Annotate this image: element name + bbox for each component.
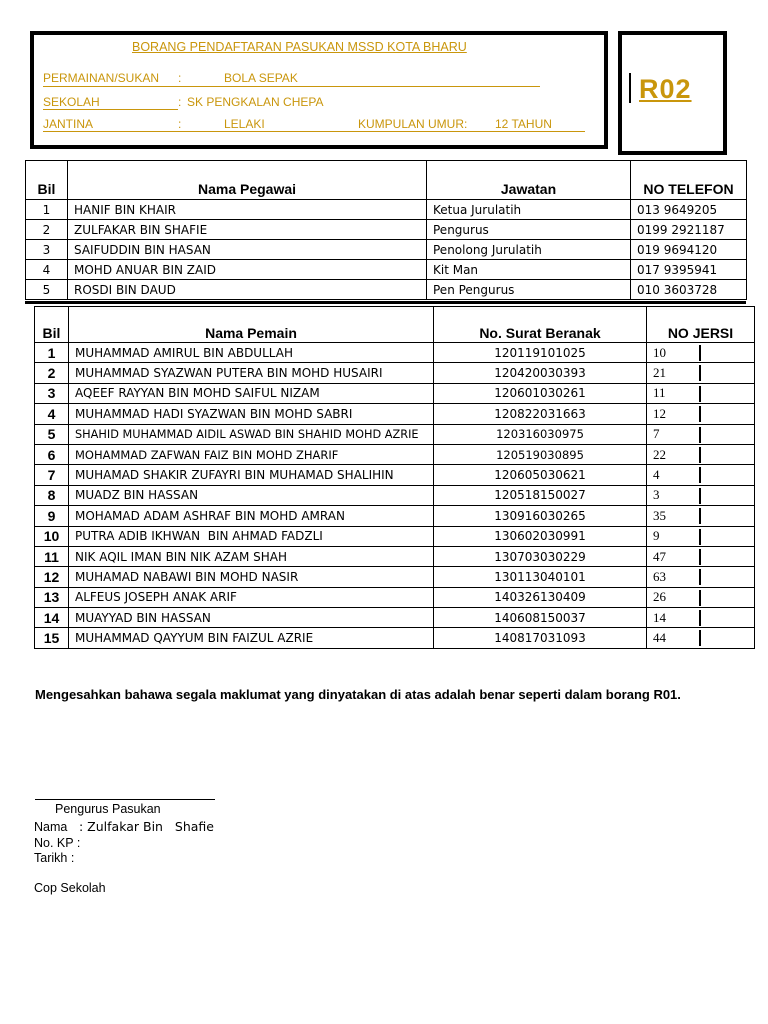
player-bil: 3 [35, 383, 69, 403]
player-jersey-cell [647, 506, 755, 526]
jersey-divider [699, 529, 701, 545]
player-cert: 120316030975 [434, 424, 647, 444]
player-jersey-cell [647, 424, 755, 444]
jersey-divider [699, 386, 701, 402]
player-row [35, 363, 755, 383]
game-underline [43, 86, 540, 87]
player-bil: 7 [35, 465, 69, 485]
players-header-row [35, 307, 755, 343]
jersey-divider [699, 427, 701, 443]
form-code-bar [629, 73, 631, 103]
player-jersey: 3 [653, 487, 660, 503]
player-name: MOHAMMAD ZAFWAN FAIZ BIN MOHD ZHARIF [69, 444, 434, 464]
player-cert: 140817031093 [434, 628, 647, 648]
form-code: R02 [639, 74, 692, 104]
player-bil: 4 [35, 404, 69, 424]
players-table [34, 306, 755, 649]
players-header-jersey: NO JERSI [647, 307, 755, 343]
player-name: MUHAMMAD HADI SYAZWAN BIN MOHD SABRI [69, 404, 434, 424]
player-cert: 140326130409 [434, 587, 647, 607]
school-stamp-label: Cop Sekolah [34, 881, 106, 895]
confirmation-text: Mengesahkan bahawa segala maklumat yang dinyatakan di atas adalah benar seperti dalam borang R01. [35, 687, 681, 702]
player-name: MUHAMMAD AMIRUL BIN ABDULLAH [69, 343, 434, 363]
player-bil: 14 [35, 608, 69, 628]
player-jersey-cell [647, 587, 755, 607]
player-row [35, 567, 755, 587]
player-jersey-cell [647, 404, 755, 424]
officials-header-position: Jawatan [427, 161, 631, 200]
school-colon: : [178, 95, 182, 109]
player-bil: 5 [35, 424, 69, 444]
player-jersey-cell [647, 526, 755, 546]
official-phone: 013 9649205 [631, 200, 747, 220]
player-row [35, 424, 755, 444]
jersey-divider [699, 365, 701, 381]
official-name: HANIF BIN KHAIR [68, 200, 427, 220]
player-jersey-cell [647, 485, 755, 505]
player-name: MUHAMMAD SYAZWAN PUTERA BIN MOHD HUSAIRI [69, 363, 434, 383]
player-row [35, 485, 755, 505]
player-jersey: 7 [653, 426, 660, 442]
name-value: : Zulfakar Bin Shafie [79, 819, 214, 834]
player-jersey: 9 [653, 528, 660, 544]
player-row [35, 343, 755, 363]
player-jersey-cell [647, 628, 755, 648]
player-jersey: 4 [653, 467, 660, 483]
official-bil: 4 [26, 260, 68, 280]
player-jersey: 22 [653, 446, 666, 462]
jersey-divider [699, 569, 701, 585]
officials-header-name: Nama Pegawai [68, 161, 427, 200]
official-name: MOHD ANUAR BIN ZAID [68, 260, 427, 280]
player-cert: 120822031663 [434, 404, 647, 424]
jersey-divider [699, 345, 701, 361]
jersey-divider [699, 549, 701, 565]
player-name: MUHAMAD NABAWI BIN MOHD NASIR [69, 567, 434, 587]
official-position: Pengurus [427, 220, 631, 240]
officials-header-phone: NO TELEFON [631, 161, 747, 200]
player-bil: 12 [35, 567, 69, 587]
jersey-divider [699, 590, 701, 606]
player-jersey: 12 [653, 405, 666, 421]
player-cert: 120119101025 [434, 343, 647, 363]
player-cert: 120519030895 [434, 444, 647, 464]
player-row [35, 628, 755, 648]
player-cert: 130602030991 [434, 526, 647, 546]
jersey-divider [699, 610, 701, 626]
player-jersey-cell [647, 608, 755, 628]
official-position: Pen Pengurus [427, 280, 631, 300]
player-row [35, 506, 755, 526]
officials-table [25, 160, 747, 300]
player-bil: 1 [35, 343, 69, 363]
jersey-divider [699, 447, 701, 463]
official-phone: 010 3603728 [631, 280, 747, 300]
gender-colon: : [178, 117, 182, 131]
player-name: PUTRA ADIB IKHWAN BIN AHMAD FADZLI [69, 526, 434, 546]
date-label: Tarikh : [34, 851, 75, 865]
school-label: SEKOLAH [43, 95, 100, 109]
player-jersey: 11 [653, 385, 666, 401]
player-jersey-cell [647, 363, 755, 383]
player-jersey: 63 [653, 568, 666, 584]
player-bil: 6 [35, 444, 69, 464]
players-header-cert: No. Surat Beranak [434, 307, 647, 343]
jersey-divider [699, 508, 701, 524]
official-name: ZULFAKAR BIN SHAFIE [68, 220, 427, 240]
player-cert: 130703030229 [434, 546, 647, 566]
player-bil: 15 [35, 628, 69, 648]
jersey-divider [699, 488, 701, 504]
official-row [26, 280, 747, 300]
player-name: ALFEUS JOSEPH ANAK ARIF [69, 587, 434, 607]
player-jersey-cell [647, 444, 755, 464]
jersey-divider [699, 467, 701, 483]
official-bil: 2 [26, 220, 68, 240]
jersey-divider [699, 406, 701, 422]
official-row [26, 220, 747, 240]
official-name: SAIFUDDIN BIN HASAN [68, 240, 427, 260]
age-value: 12 TAHUN [495, 117, 552, 131]
official-name: ROSDI BIN DAUD [68, 280, 427, 300]
gender-label: JANTINA [43, 117, 94, 131]
gender-underline [43, 131, 585, 132]
player-row [35, 444, 755, 464]
player-name: MUAYYAD BIN HASSAN [69, 608, 434, 628]
player-jersey: 44 [653, 630, 666, 646]
official-row [26, 240, 747, 260]
player-cert: 120420030393 [434, 363, 647, 383]
game-colon: : [178, 71, 182, 85]
player-jersey-cell [647, 383, 755, 403]
table-separator [25, 301, 746, 304]
official-bil: 5 [26, 280, 68, 300]
player-name: NIK AQIL IMAN BIN NIK AZAM SHAH [69, 546, 434, 566]
official-row [26, 200, 747, 220]
player-bil: 13 [35, 587, 69, 607]
player-jersey: 47 [653, 548, 666, 564]
official-bil: 3 [26, 240, 68, 260]
player-jersey: 35 [653, 507, 666, 523]
player-jersey-cell [647, 343, 755, 363]
ic-label: No. KP : [34, 836, 81, 850]
player-row [35, 587, 755, 607]
gender-value: LELAKI [224, 117, 265, 131]
official-bil: 1 [26, 200, 68, 220]
player-row [35, 383, 755, 403]
player-cert: 120518150027 [434, 485, 647, 505]
player-jersey: 21 [653, 365, 666, 381]
player-jersey: 26 [653, 589, 666, 605]
player-row [35, 526, 755, 546]
player-cert: 120601030261 [434, 383, 647, 403]
player-name: SHAHID MUHAMMAD AIDIL ASWAD BIN SHAHID MOHD AZRIE [69, 424, 434, 444]
player-row [35, 546, 755, 566]
player-jersey-cell [647, 465, 755, 485]
official-position: Kit Man [427, 260, 631, 280]
jersey-divider [699, 630, 701, 646]
age-label: KUMPULAN UMUR: [358, 117, 468, 131]
player-name: AQEEF RAYYAN BIN MOHD SAIFUL NIZAM [69, 383, 434, 403]
player-jersey: 10 [653, 344, 666, 360]
player-bil: 2 [35, 363, 69, 383]
player-name: MOHAMAD ADAM ASHRAF BIN MOHD AMRAN [69, 506, 434, 526]
player-bil: 8 [35, 485, 69, 505]
player-row [35, 465, 755, 485]
player-bil: 11 [35, 546, 69, 566]
game-label: PERMAINAN/SUKAN [43, 71, 160, 85]
players-header-bil: Bil [35, 307, 69, 343]
school-value: SK PENGKALAN CHEPA [187, 95, 324, 109]
official-position: Ketua Jurulatih [427, 200, 631, 220]
signature-line [35, 799, 215, 800]
player-row [35, 404, 755, 424]
player-cert: 140608150037 [434, 608, 647, 628]
player-jersey-cell [647, 546, 755, 566]
player-bil: 10 [35, 526, 69, 546]
officials-header-row [26, 161, 747, 200]
official-position: Penolong Jurulatih [427, 240, 631, 260]
player-jersey: 14 [653, 609, 666, 625]
form-title: BORANG PENDAFTARAN PASUKAN MSSD KOTA BHARU [132, 40, 467, 54]
official-row [26, 260, 747, 280]
name-label: Nama [34, 820, 68, 834]
player-cert: 130916030265 [434, 506, 647, 526]
player-row [35, 608, 755, 628]
player-cert: 130113040101 [434, 567, 647, 587]
player-cert: 120605030621 [434, 465, 647, 485]
officials-header-bil: Bil [26, 161, 68, 200]
school-underline [43, 109, 178, 110]
official-phone: 0199 2921187 [631, 220, 747, 240]
official-phone: 017 9395941 [631, 260, 747, 280]
player-name: MUADZ BIN HASSAN [69, 485, 434, 505]
player-name: MUHAMAD SHAKIR ZUFAYRI BIN MUHAMAD SHALIHIN [69, 465, 434, 485]
signatory-role: Pengurus Pasukan [55, 802, 161, 816]
game-value: BOLA SEPAK [224, 71, 298, 85]
player-bil: 9 [35, 506, 69, 526]
players-header-name: Nama Pemain [69, 307, 434, 343]
official-phone: 019 9694120 [631, 240, 747, 260]
player-name: MUHAMMAD QAYYUM BIN FAIZUL AZRIE [69, 628, 434, 648]
player-jersey-cell [647, 567, 755, 587]
